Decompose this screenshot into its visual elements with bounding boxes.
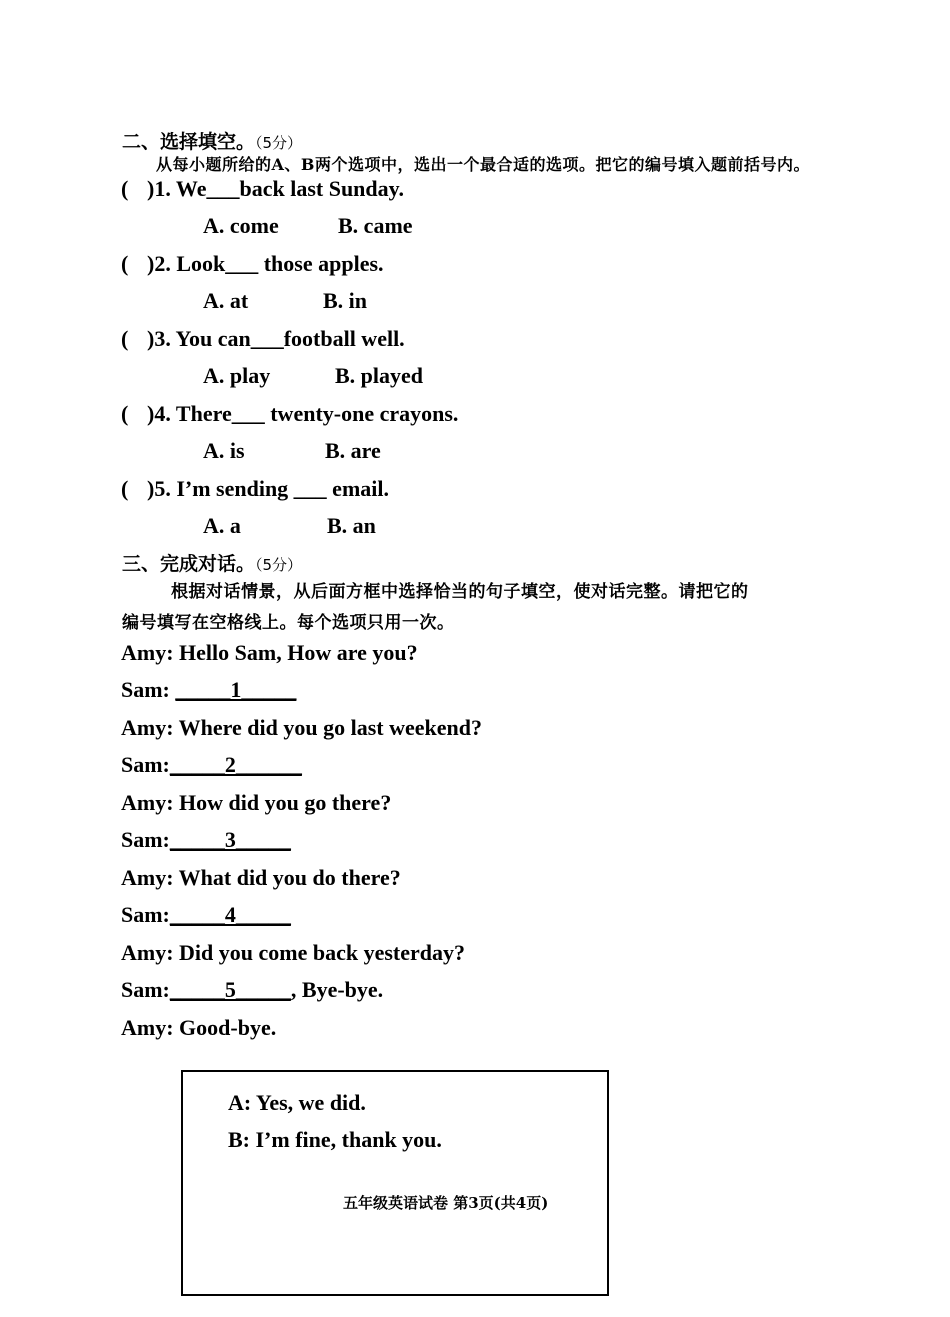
dialogue-suffix: , Bye-bye.	[290, 977, 384, 1002]
section3-points: （5分）	[255, 556, 303, 574]
dialogue-line-4	[121, 752, 302, 778]
speaker: Sam:	[121, 752, 170, 777]
dialogue-line-5: Amy: How did you go there?	[121, 790, 392, 815]
option-b-sentence: B: I’m fine, thank you.	[228, 1127, 442, 1152]
dialogue-line-9: Amy: Did you come back yesterday?	[121, 940, 466, 965]
section2-points: （5分）	[255, 134, 303, 152]
dialogue-line-8	[121, 902, 291, 928]
dialogue-line-3: Amy: Where did you go last weekend?	[121, 715, 482, 740]
section2-heading	[122, 127, 302, 154]
answer-paren: (	[121, 326, 129, 351]
option-a: A. is	[203, 438, 245, 463]
answer-paren: (	[121, 176, 129, 201]
dialogue-line-11: Amy: Good-bye.	[121, 1015, 277, 1040]
speaker: Sam:	[121, 677, 176, 702]
option-b: B. played	[335, 363, 424, 388]
options-box	[181, 1070, 609, 1296]
question-stem: )1. We___back last Sunday.	[147, 176, 404, 201]
question-3	[121, 326, 405, 352]
question-2	[121, 251, 384, 277]
question-stem: )2. Look___ those apples.	[147, 251, 384, 276]
answer-paren: (	[121, 401, 129, 426]
answer-paren: (	[121, 476, 129, 501]
section2-title: 二、选择填空。	[122, 131, 256, 153]
option-b: B. in	[323, 288, 368, 313]
answer-blank-1[interactable]: _____1_____	[175, 677, 297, 702]
question-5	[121, 476, 389, 502]
option-a: A. at	[203, 288, 249, 313]
dialogue-line-7: Amy: What did you do there?	[121, 865, 401, 890]
answer-paren: (	[121, 251, 129, 276]
dialogue-line-2	[121, 677, 296, 703]
option-a-sentence: A: Yes, we did.	[228, 1090, 366, 1115]
option-a: A. play	[203, 363, 271, 388]
question-stem: )5. I’m sending ___ email.	[147, 476, 389, 501]
dialogue-line-10	[121, 977, 383, 1003]
option-a: A. come	[203, 213, 279, 238]
option-a: A. a	[203, 513, 241, 538]
question-4	[121, 401, 458, 427]
section3-title: 三、完成对话。	[122, 553, 256, 575]
page-footer: 五年级英语试卷 第3页(共4页)	[343, 1194, 549, 1212]
option-b: B. came	[338, 213, 413, 238]
option-b: B. are	[325, 438, 381, 463]
option-b: B. an	[327, 513, 376, 538]
answer-blank-4[interactable]: _____4_____	[169, 902, 291, 927]
dialogue-line-6	[121, 827, 291, 853]
section3-instruction-line2: 编号填写在空格线上。每个选项只用一次。	[122, 613, 455, 633]
question-stem: )3. You can___football well.	[147, 326, 405, 351]
section2-instruction: 从每小题所给的A、B两个选项中，选出一个最合适的选项。把它的编号填入题前括号内。	[156, 155, 810, 174]
speaker: Sam:	[121, 977, 170, 1002]
answer-blank-3[interactable]: _____3_____	[169, 827, 291, 852]
answer-blank-2[interactable]: _____2______	[169, 752, 302, 777]
speaker: Sam:	[121, 902, 170, 927]
section3-instruction-line1: 根据对话情景，从后面方框中选择恰当的句子填空，使对话完整。请把它的	[171, 582, 749, 602]
answer-blank-5[interactable]: _____5_____	[169, 977, 291, 1002]
dialogue-line-1: Amy: Hello Sam, How are you?	[121, 640, 418, 665]
question-stem: )4. There___ twenty-one crayons.	[147, 401, 459, 426]
speaker: Sam:	[121, 827, 170, 852]
section3-heading	[122, 549, 302, 576]
question-1	[121, 176, 404, 202]
